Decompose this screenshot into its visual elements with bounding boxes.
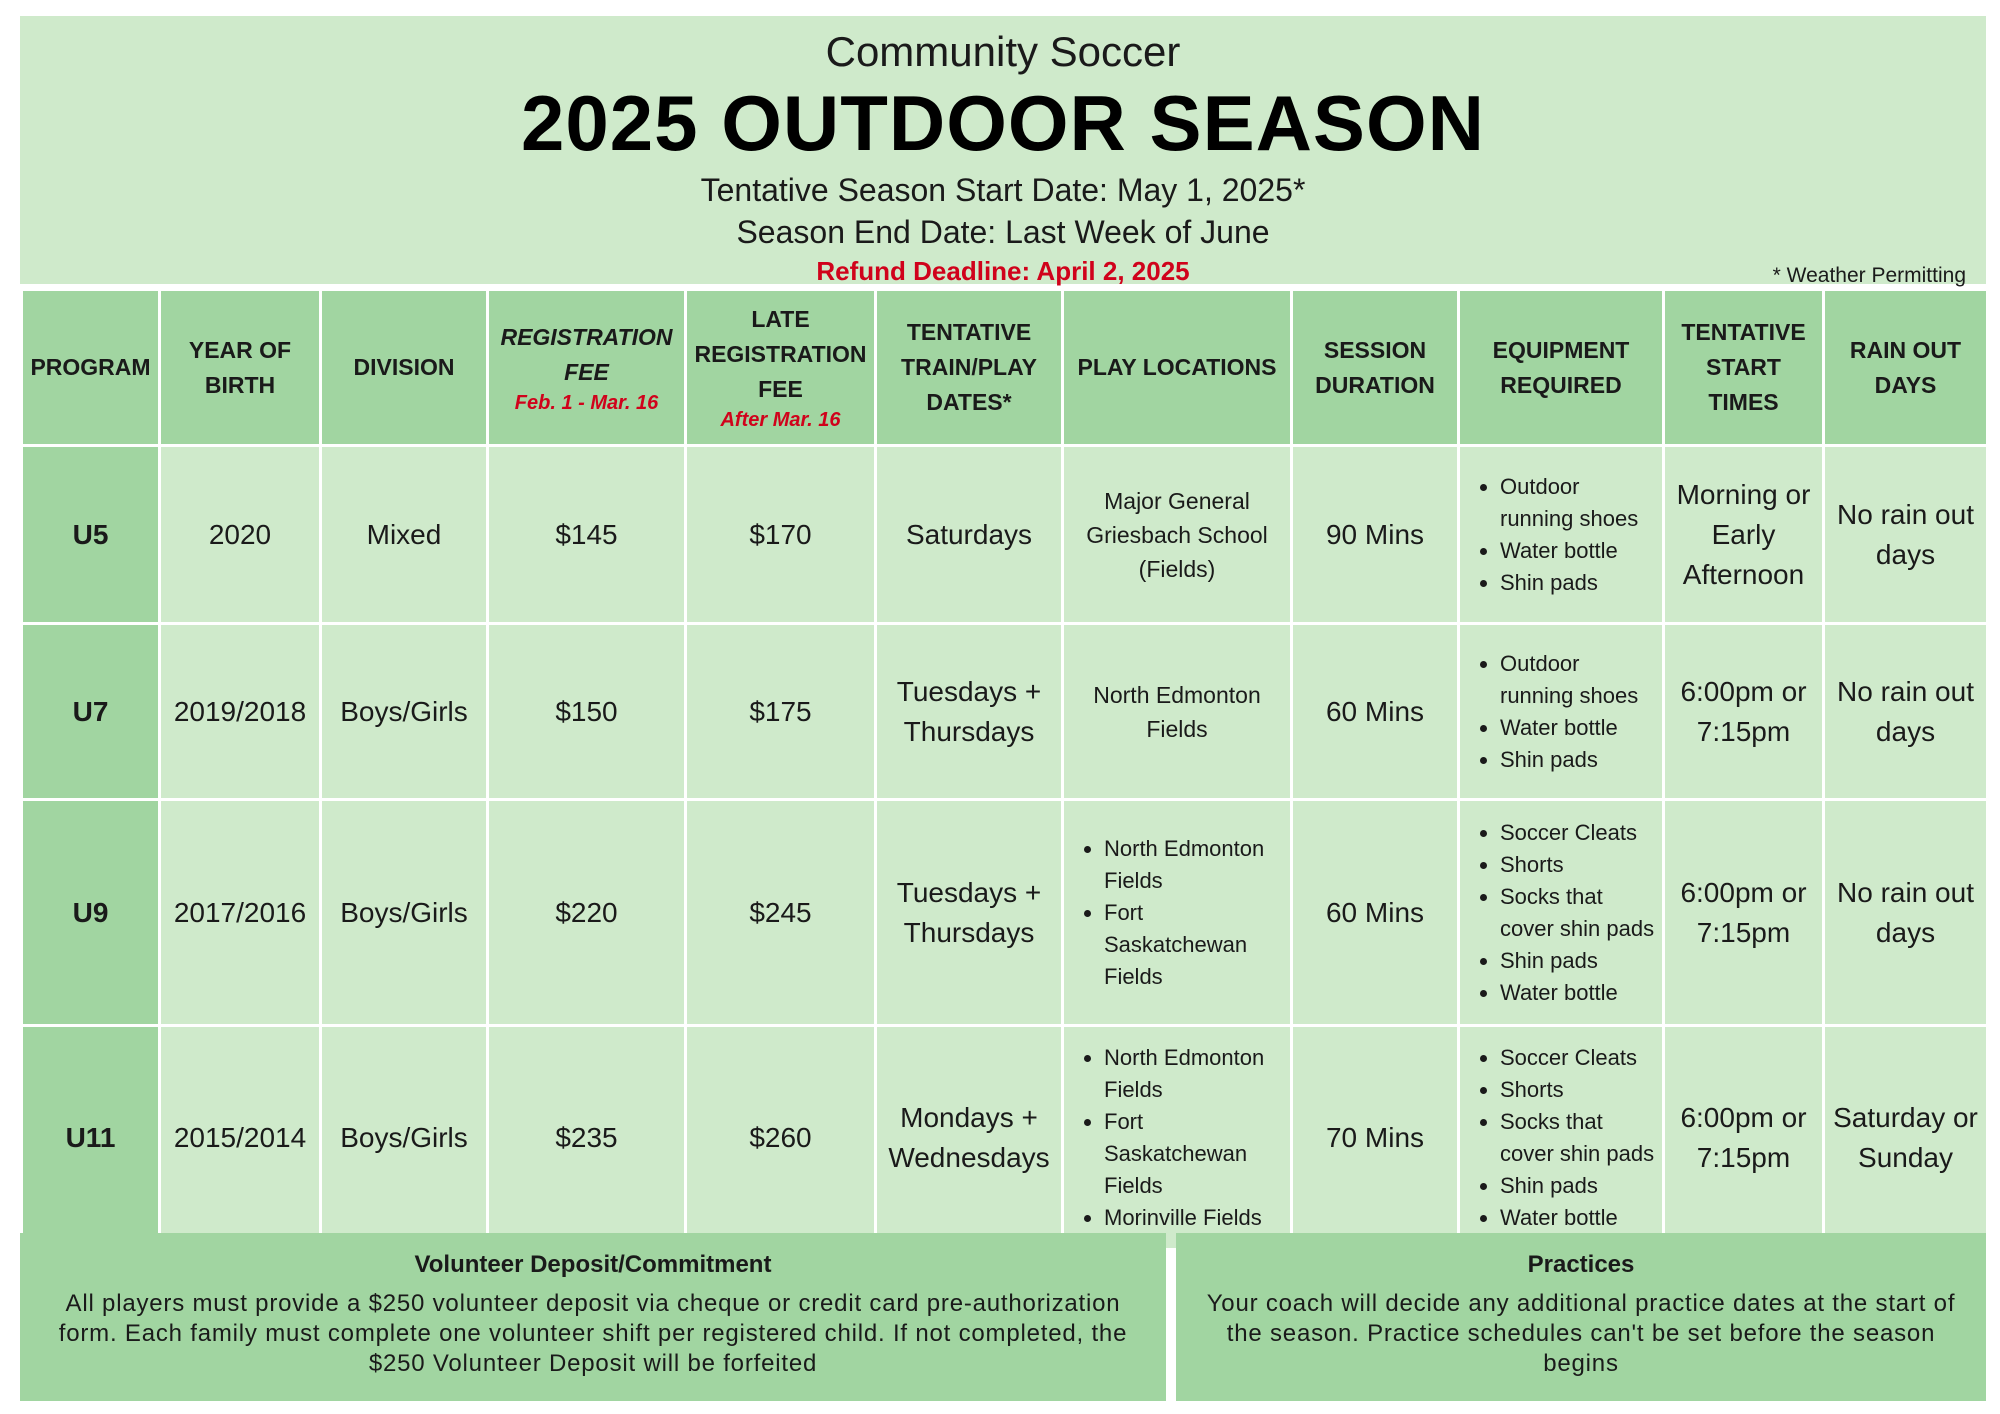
program-cell: U5 — [22, 446, 160, 624]
list-item: • Shin pads — [1500, 945, 1658, 977]
duration-cell: 90 Mins — [1292, 446, 1459, 624]
list-item: • Fort Saskatchewan Fields — [1104, 897, 1286, 993]
volunteer-text: All players must provide a $250 volunteer deposit via cheque or credit card pre-authorization form. Each family must complete one volunteer shift per registered child. If not completed, the $250 Volunteer Deposit will be forfeited — [58, 1290, 1128, 1377]
list-item: • Socks that cover shin pads — [1500, 1106, 1658, 1170]
volunteer-title: Volunteer Deposit/Commitment — [414, 1251, 772, 1278]
dates-cell: Mondays + Wednesdays — [876, 1026, 1063, 1250]
list-item: • Outdoor running shoes — [1500, 471, 1658, 535]
rain-out-cell: Saturday or Sunday — [1824, 1026, 1988, 1250]
refund-deadline: Refund Deadline: April 2, 2025 — [816, 256, 1190, 286]
list-item: • Soccer Cleats — [1500, 1042, 1658, 1074]
division-cell: Boys/Girls — [321, 624, 488, 800]
list-item: • Outdoor running shoes — [1500, 648, 1658, 712]
location-cell — [1063, 800, 1292, 1026]
table-row — [22, 1026, 1988, 1250]
reg-fee-cell: $145 — [488, 446, 686, 624]
season-end-date: Season End Date: Last Week of June — [736, 214, 1270, 250]
practices-text: Your coach will decide any additional practice dates at the start of the season. Practice schedules can't be set before the season begins — [1206, 1290, 1956, 1377]
org-subtitle: Community Soccer — [825, 28, 1181, 75]
rain-out-cell: No rain out days — [1824, 624, 1988, 800]
registration-fee-label: REGISTRATION FEE — [500, 323, 673, 385]
list-item: • North Edmonton Fields — [1104, 1042, 1286, 1106]
list-item: • Morinville Fields — [1104, 1202, 1286, 1234]
start-time-cell: 6:00pm or 7:15pm — [1664, 624, 1824, 800]
program-cell: U11 — [22, 1026, 160, 1250]
program-cell: U7 — [22, 624, 160, 800]
location-cell: North Edmonton Fields — [1063, 624, 1292, 800]
volunteer-deposit-box — [20, 1233, 1166, 1401]
table-row — [22, 624, 1988, 800]
year-cell: 2020 — [160, 446, 321, 624]
late-fee-cell: $245 — [686, 800, 876, 1026]
start-time-cell: Morning or Early Afternoon — [1664, 446, 1824, 624]
equipment-list — [1464, 648, 1658, 776]
weather-note: * Weather Permitting — [1772, 264, 1966, 287]
list-item: • Water bottle — [1500, 977, 1658, 1009]
late-fee-label: LATE REGISTRATION FEE — [694, 306, 867, 402]
header-start-times: TENTATIVE START TIMES — [1664, 290, 1824, 446]
season-start-date: Tentative Season Start Date: May 1, 2025* — [700, 172, 1306, 208]
registration-fee-window: Feb. 1 - Mar. 16 — [514, 391, 659, 414]
year-cell: 2017/2016 — [160, 800, 321, 1026]
reg-fee-cell: $150 — [488, 624, 686, 800]
header-duration: SESSION DURATION — [1292, 290, 1459, 446]
table-row — [22, 800, 1988, 1026]
equipment-cell — [1459, 800, 1664, 1026]
list-item: • Water bottle — [1500, 535, 1658, 567]
dates-cell: Saturdays — [876, 446, 1063, 624]
header-rain-out: RAIN OUT DAYS — [1824, 290, 1988, 446]
list-item: • Water bottle — [1500, 712, 1658, 744]
late-fee-window: After Mar. 16 — [720, 409, 841, 431]
program-cell: U9 — [22, 800, 160, 1026]
header-division: DIVISION — [321, 290, 488, 446]
location-list — [1068, 833, 1286, 993]
reg-fee-cell: $220 — [488, 800, 686, 1026]
header-year-of-birth: YEAR OF BIRTH — [160, 290, 321, 446]
division-cell: Mixed — [321, 446, 488, 624]
division-cell: Boys/Girls — [321, 1026, 488, 1250]
header-locations: PLAY LOCATIONS — [1063, 290, 1292, 446]
header-equipment: EQUIPMENT REQUIRED — [1459, 290, 1664, 446]
equipment-list — [1464, 471, 1658, 599]
rain-out-cell: No rain out days — [1824, 800, 1988, 1026]
duration-cell: 60 Mins — [1292, 624, 1459, 800]
year-cell: 2019/2018 — [160, 624, 321, 800]
list-item: • North Edmonton Fields — [1104, 833, 1286, 897]
list-item: • Water bottle — [1500, 1202, 1658, 1234]
header-registration-fee — [488, 290, 686, 446]
list-item: • Shin pads — [1500, 567, 1658, 599]
duration-cell: 60 Mins — [1292, 800, 1459, 1026]
division-cell: Boys/Girls — [321, 800, 488, 1026]
table-header-row — [22, 290, 1988, 446]
equipment-cell — [1459, 1026, 1664, 1250]
equipment-list — [1464, 1042, 1658, 1234]
programs-table — [20, 288, 1989, 1251]
list-item: • Shin pads — [1500, 744, 1658, 776]
list-item: • Fort Saskatchewan Fields — [1104, 1106, 1286, 1202]
equipment-list — [1464, 817, 1658, 1009]
list-item: • Soccer Cleats — [1500, 817, 1658, 849]
location-list — [1068, 1042, 1286, 1234]
start-time-cell: 6:00pm or 7:15pm — [1664, 1026, 1824, 1250]
duration-cell: 70 Mins — [1292, 1026, 1459, 1250]
practices-box — [1176, 1233, 1986, 1401]
list-item: • Shin pads — [1500, 1170, 1658, 1202]
location-cell: Major General Griesbach School (Fields) — [1063, 446, 1292, 624]
reg-fee-cell: $235 — [488, 1026, 686, 1250]
list-item: • Socks that cover shin pads — [1500, 881, 1658, 945]
rain-out-cell: No rain out days — [1824, 446, 1988, 624]
season-header — [20, 16, 1986, 287]
header-program: PROGRAM — [22, 290, 160, 446]
list-item: • Shorts — [1500, 1074, 1658, 1106]
year-cell: 2015/2014 — [160, 1026, 321, 1250]
dates-cell: Tuesdays + Thursdays — [876, 800, 1063, 1026]
table-row — [22, 446, 1988, 624]
practices-title: Practices — [1527, 1251, 1635, 1278]
start-time-cell: 6:00pm or 7:15pm — [1664, 800, 1824, 1026]
list-item: • Shorts — [1500, 849, 1658, 881]
equipment-cell — [1459, 624, 1664, 800]
equipment-cell — [1459, 446, 1664, 624]
location-cell — [1063, 1026, 1292, 1250]
dates-cell: Tuesdays + Thursdays — [876, 624, 1063, 800]
header-late-registration-fee — [686, 290, 876, 446]
header-dates: TENTATIVE TRAIN/PLAY DATES* — [876, 290, 1063, 446]
late-fee-cell: $170 — [686, 446, 876, 624]
page-title: 2025 OUTDOOR SEASON — [521, 79, 1485, 167]
late-fee-cell: $175 — [686, 624, 876, 800]
late-fee-cell: $260 — [686, 1026, 876, 1250]
